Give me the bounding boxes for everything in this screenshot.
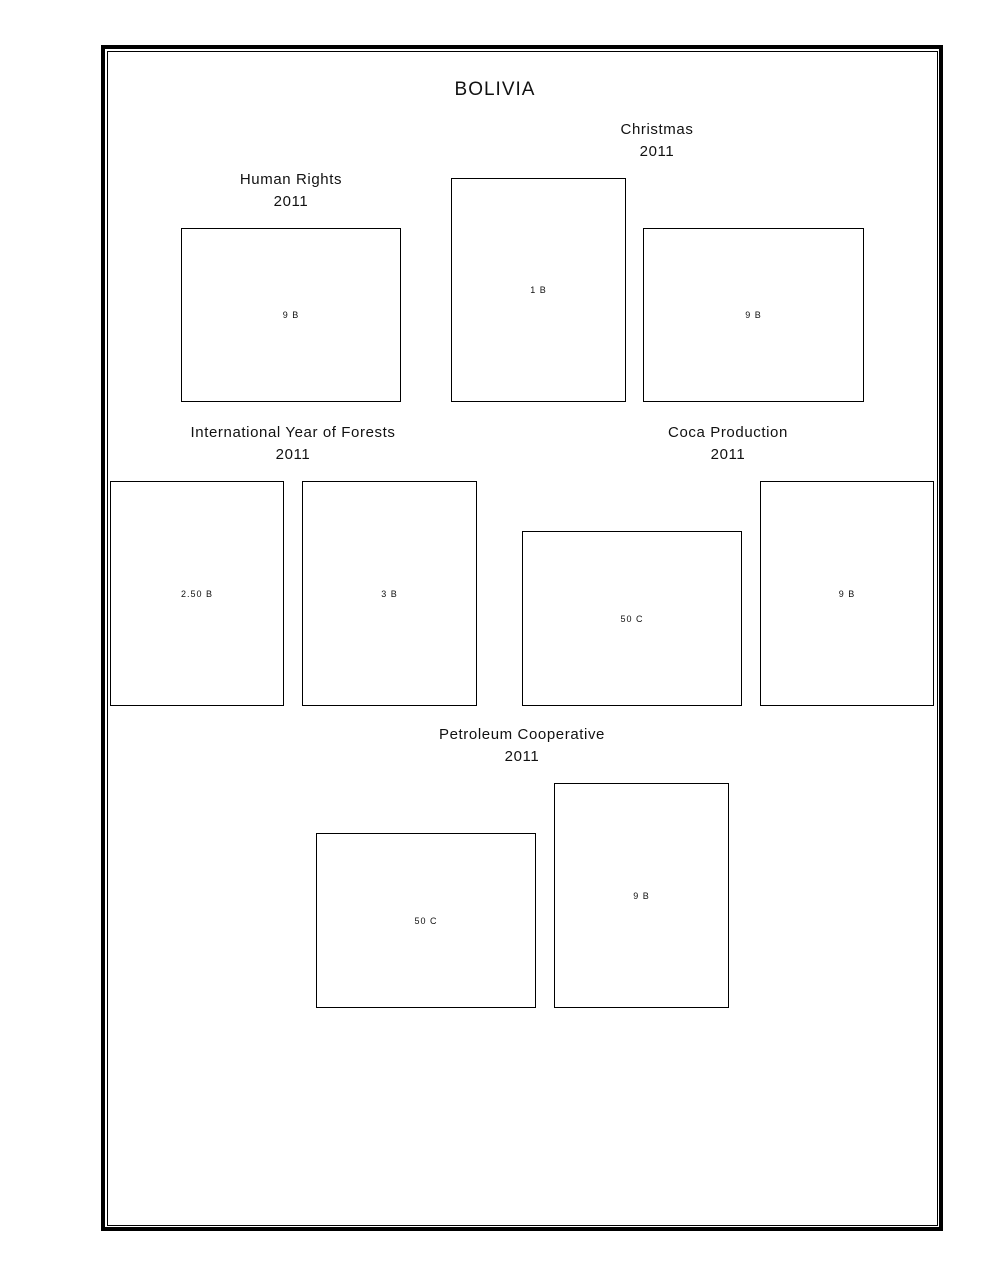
stamp-denomination: 2.50 B xyxy=(180,588,214,599)
stamp-denomination: 9 B xyxy=(282,310,300,320)
section-name: International Year of Forests xyxy=(190,424,396,441)
stamp-slot xyxy=(110,481,284,706)
section-year: 2011 xyxy=(504,748,540,765)
section-year: 2011 xyxy=(710,446,746,463)
stamp-denomination: 1 B xyxy=(530,285,547,295)
section-caption-coca xyxy=(578,422,878,466)
stamp-slot xyxy=(302,481,477,706)
stamp-denomination: 50 C xyxy=(620,613,644,624)
section-name: Petroleum Cooperative xyxy=(438,726,605,743)
page-title: BOLIVIA xyxy=(454,79,536,100)
stamp-slot xyxy=(451,178,626,402)
stamp-denomination: 9 B xyxy=(745,310,762,320)
section-caption-christmas xyxy=(507,119,807,163)
section-year: 2011 xyxy=(273,193,309,210)
section-year: 2011 xyxy=(275,446,311,463)
stamp-denomination: 50 C xyxy=(414,915,438,926)
stamp-slot xyxy=(316,833,536,1008)
stamp-denomination: 3 B xyxy=(381,588,398,599)
stamp-slot xyxy=(181,228,401,402)
stamp-slot xyxy=(760,481,934,706)
section-name: Coca Production xyxy=(668,424,788,441)
section-name: Human Rights xyxy=(239,171,343,188)
stamp-denomination: 9 B xyxy=(838,588,856,599)
stamp-slot xyxy=(554,783,729,1008)
section-caption-petroleum xyxy=(372,724,672,768)
section-name: Christmas xyxy=(620,121,694,138)
stamp-denomination: 9 B xyxy=(633,890,650,901)
section-caption-forests xyxy=(143,422,443,466)
section-caption-human-rights xyxy=(141,169,441,213)
stamp-slot xyxy=(643,228,864,402)
stamp-slot xyxy=(522,531,742,706)
section-year: 2011 xyxy=(639,143,675,160)
